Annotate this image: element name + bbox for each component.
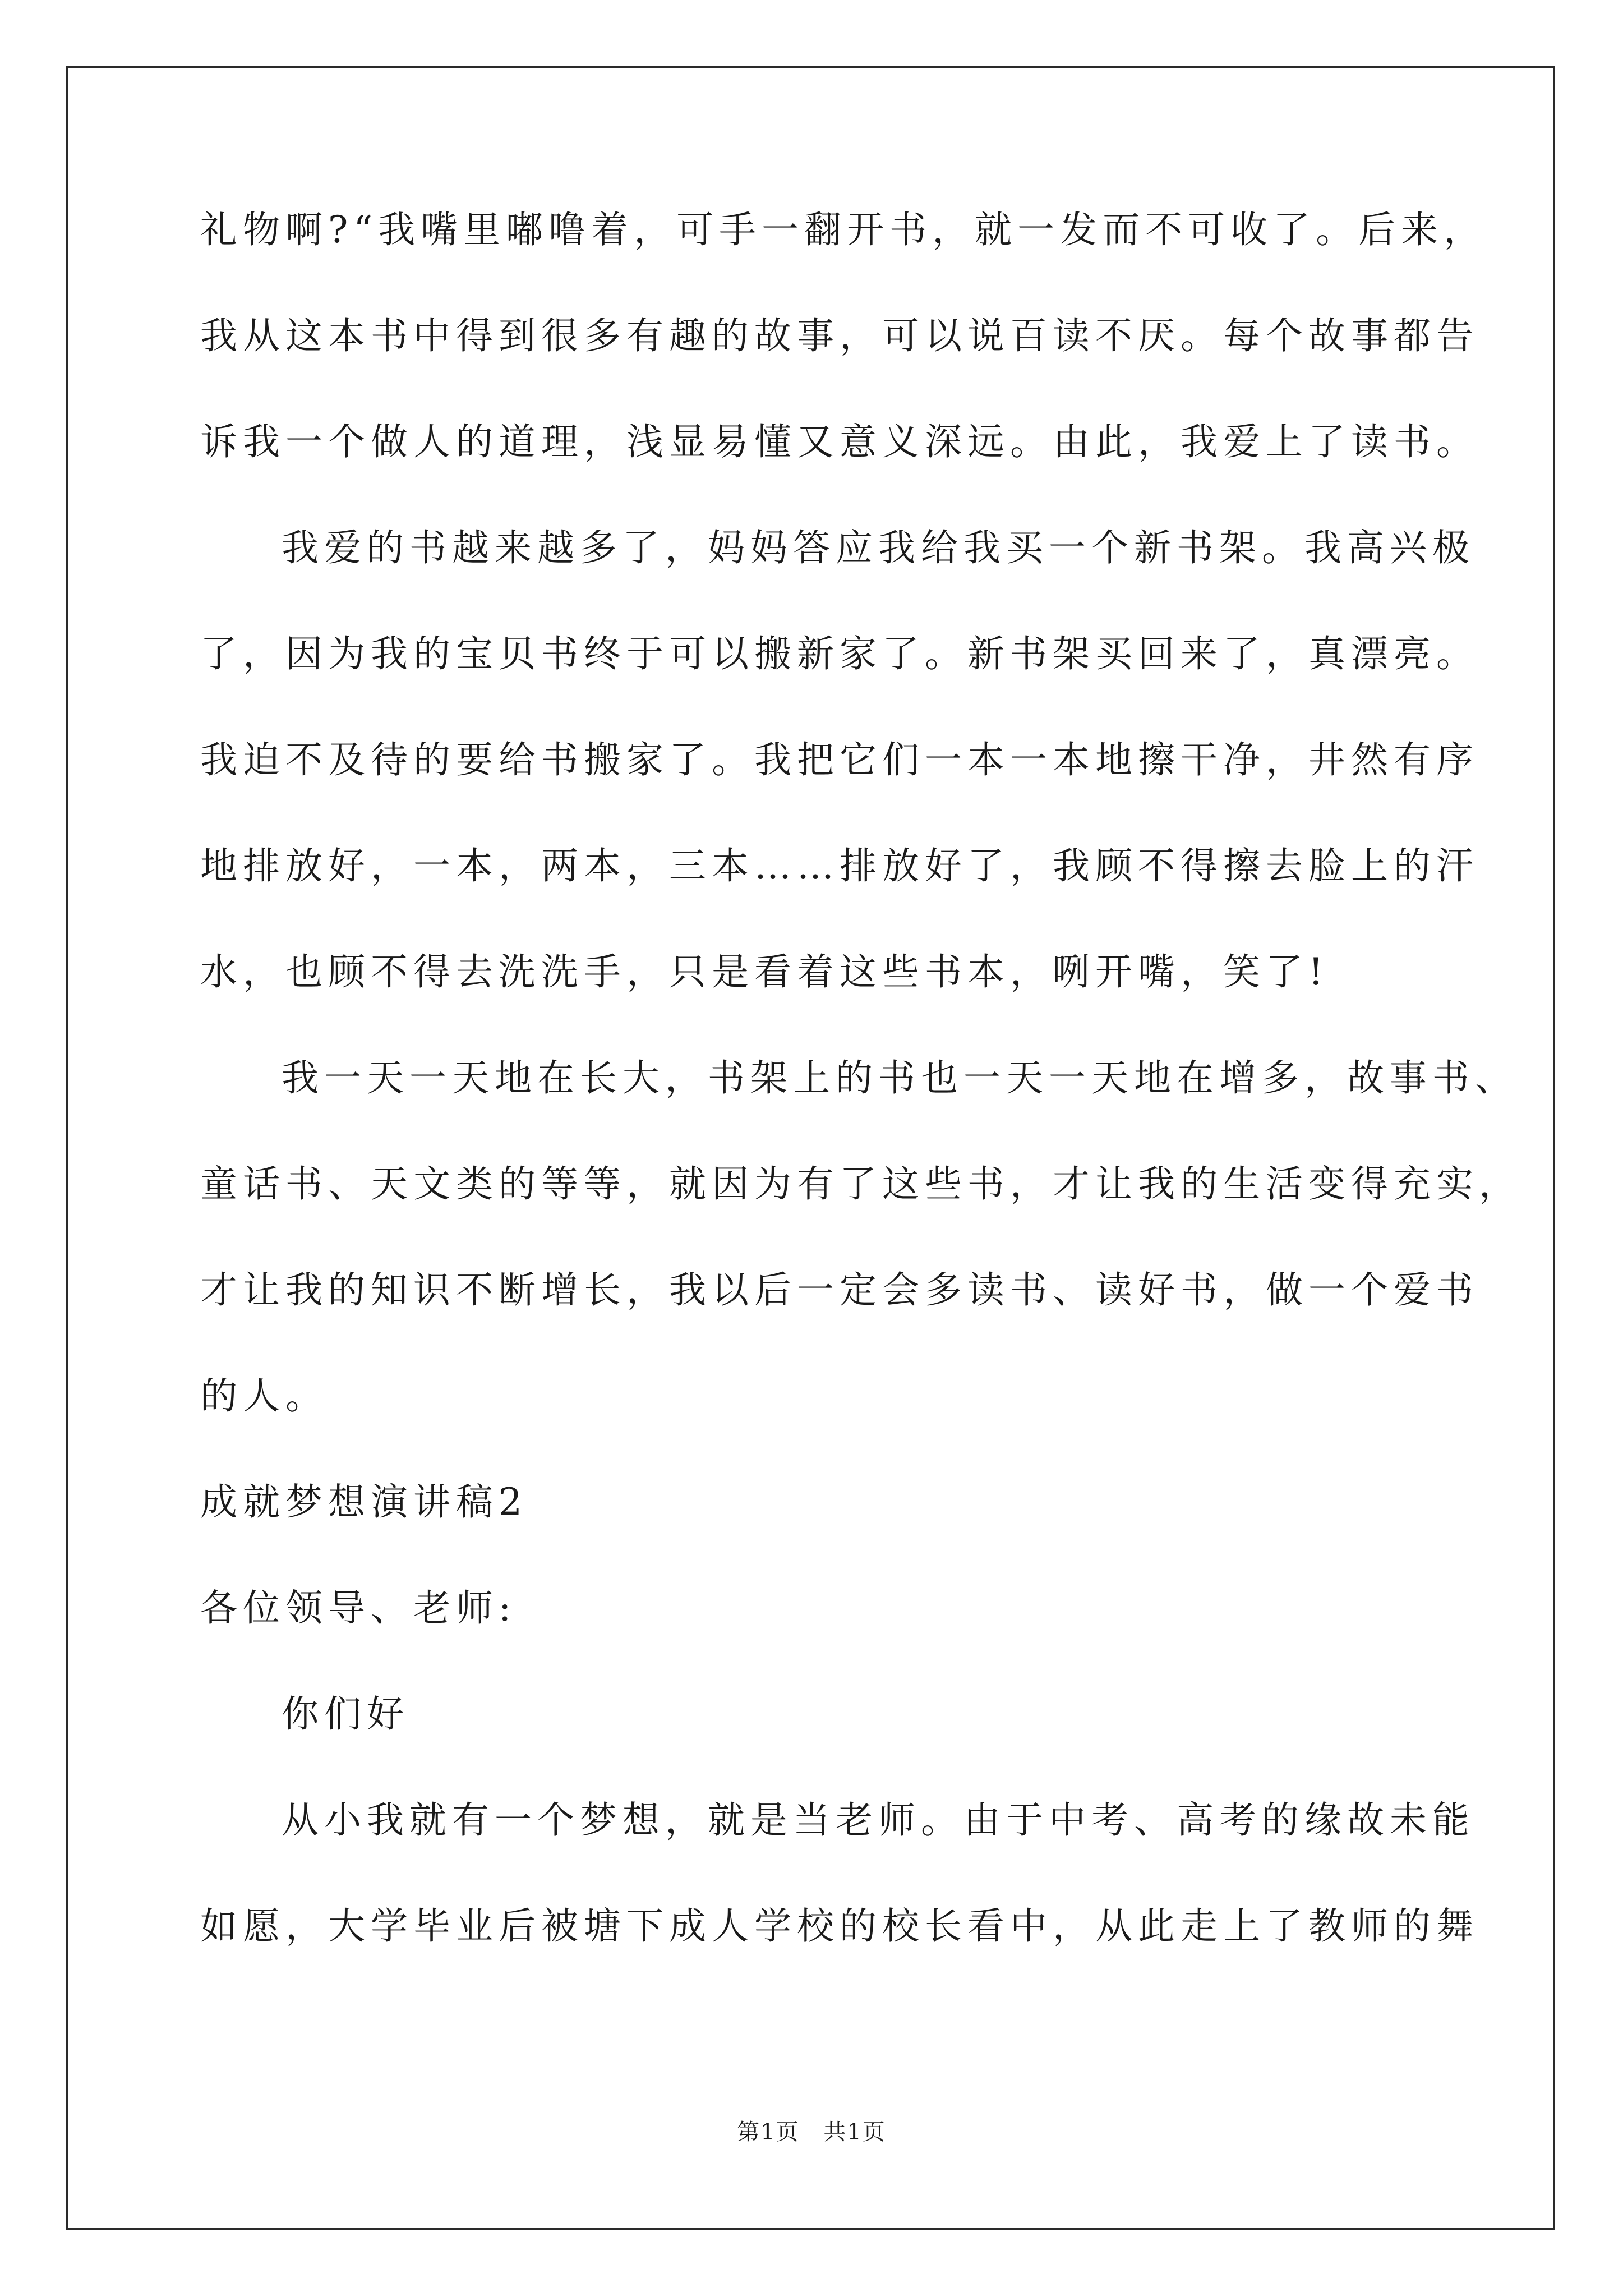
text-line: 童话书、天文类的等等，就因为有了这些书，才让我的生活变得充实，	[200, 1162, 1521, 1205]
paragraph-first-line: 我爱的书越来越多了，妈妈答应我给我买一个新书架。我高兴极	[282, 526, 1475, 569]
paragraph-first-line: 从小我就有一个梦想，就是当老师。由于中考、高考的缘故未能	[282, 1798, 1475, 1842]
text-line: 水，也顾不得去洗洗手，只是看着这些书本，咧开嘴，笑了!	[200, 950, 1329, 993]
text-line: 礼物啊?“我嘴里嘟噜着，可手一翻开书，就一发而不可收了。后来，	[200, 208, 1487, 251]
text-line: 我从这本书中得到很多有趣的故事，可以说百读不厌。每个故事都告	[200, 314, 1479, 357]
paragraph-first-line: 我一天一天地在长大，书架上的书也一天一天地在增多，故事书、	[282, 1056, 1518, 1099]
page-number: 第1页	[737, 2119, 800, 2145]
page-total: 共1页	[823, 2119, 886, 2145]
text-line: 地排放好，一本，两本，三本……排放好了，我顾不得擦去脸上的汗	[200, 844, 1479, 887]
text-line: 的人。	[200, 1374, 328, 1418]
page-footer	[0, 2118, 1623, 2146]
salutation: 各位领导、老师:	[200, 1586, 517, 1630]
section-heading: 成就梦想演讲稿2	[200, 1480, 528, 1524]
text-line: 我迫不及待的要给书搬家了。我把它们一本一本地擦干净，井然有序	[200, 738, 1479, 781]
greeting: 你们好	[282, 1692, 409, 1736]
text-line: 了，因为我的宝贝书终于可以搬新家了。新书架买回来了，真漂亮。	[200, 632, 1479, 675]
text-line: 诉我一个做人的道理，浅显易懂又意义深远。由此，我爱上了读书。	[200, 420, 1479, 463]
text-line: 如愿，大学毕业后被塘下成人学校的校长看中，从此走上了教师的舞	[200, 1904, 1479, 1948]
text-line: 才让我的知识不断增长，我以后一定会多读书、读好书，做一个爱书	[200, 1268, 1479, 1312]
